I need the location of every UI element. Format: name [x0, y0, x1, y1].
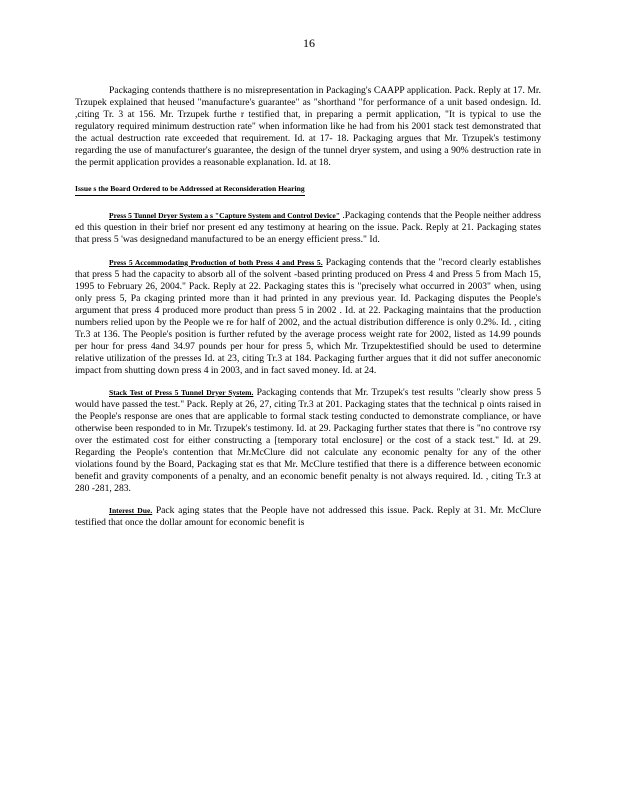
subsection-lead: Interest Due.	[109, 506, 153, 516]
subsection-interest-due	[75, 505, 541, 529]
subsection-text: .Packaging contends that the People neither address ed this question in their brief nor present ed any testimony at hearing on the issue. Pack. Reply at 21. Packaging states that press 5 'was designedand manufactured to be an energy efficient press." Id.	[75, 210, 541, 246]
subsection-lead: Press 5 Tunnel Dryer System a s "Capture System and Control Device"	[109, 211, 340, 221]
section-heading-text: Issue s the Board Ordered to be Addressed at Reconsideration Hearing	[75, 183, 305, 196]
subsection-lead: Press 5 Accommodating Production of both Press 4 and Press 5.	[109, 257, 323, 267]
subsection-lead: Stack Test of Press 5 Tunnel Dryer System.	[109, 387, 254, 397]
subsection-press5-tunnel-dryer	[75, 210, 541, 246]
subsection-text: Packaging contends that Mr. Trzupek's test results "clearly show press 5 would have passed the test." Pack. Reply at 26, 27, citing Tr.3 at 201. Packaging states that the technical p oints raised in the People's response are ones that are applicable to formal stack testing conducted to demonstrate compliance, or have otherwise been responded to in Mr. Trzupek's testimony. Id. at 29. Packaging further states that there is "no controve rsy over the estimated cost for either constructing a [temporary total enclosure] or the cost of a stack test." Id. at 29. Regarding the People's contention that Mr.McClure did not calculate any economic penalty for any of the other violations found by the Board, Packaging stat es that Mr. McClure testified that there is a difference between economic benefit and gravity components of a penalty, and an economic benefit penalty is not always required. Id. , citing Tr.3 at 280 -281, 283.	[75, 386, 542, 495]
paragraph-packaging-contends	[75, 85, 541, 169]
subsection-stack-test	[75, 387, 541, 495]
subsection-text: Packaging contends that the "record clearly establishes that press 5 had the capacity to absorb all of the solvent -based printing produced on Press 4 and Press 5 from Mach 15, 1995 to February 26, 2004." Pack. Reply at 22. Packaging states this is "precisely what occurred in 2003" when, using only press 5, Pa ckaging printed more than it had printed in any previous year. Id. Packaging disputes the People's argument that press 4 produced more product than press 5 in 2002 . Id. at 22. Packaging maintains that the production numbers relied upon by the People we re for half of 2002, and the actual distribution difference is only 0.2%. Id. , citing Tr.3 at 136. The People's position is further refuted by the average process weight rate for 2002, listed as 14.99 pounds per hour for press 4and 34.97 pounds per hour for press 5, which Mr. Trzupektestified should be used to determine relative utilization of the presses Id. at 23, citing Tr.3 at 184. Packaging further argues that it did not suffer aneconomic impact from shutting down press 4 in 2003, and in fact saved money. Id. at 24.	[75, 256, 541, 376]
page-number: 16	[303, 36, 315, 50]
subsection-press5-accommodating	[75, 257, 541, 377]
document-body	[75, 85, 541, 530]
paragraph-text: Packaging contends thatthere is no misrepresentation in Packaging's CAAPP application. Pack. Reply at 17. Mr. Trzupek explained that heused "manufacture's guarantee" as "shorthand "for performance of a unit based ondesign. Id. ,citing Tr. 3 at 156. Mr. Trzupek furthe r testified that, in preparing a permit application, "It is typical to use the regulatory required minimum destruction rate" when information like he had from his 2001 stack test demonstrated that the actual destruction rate exceeded that requirement. Id. at 17- 18. Packaging argues that Mr. Trzupek's testimony regarding the use of manufacturer's guarantee, the design of the tunnel dryer system, and using a 90% destruction rate in the permit application provides a reasonable explanation. Id. at 18.	[75, 85, 541, 169]
subsection-text: Pack aging states that the People have not addressed this issue. Pack. Reply at 31. Mr. McClure testified that once the dollar amount for economic benefit is	[75, 505, 541, 529]
section-heading	[75, 183, 541, 196]
